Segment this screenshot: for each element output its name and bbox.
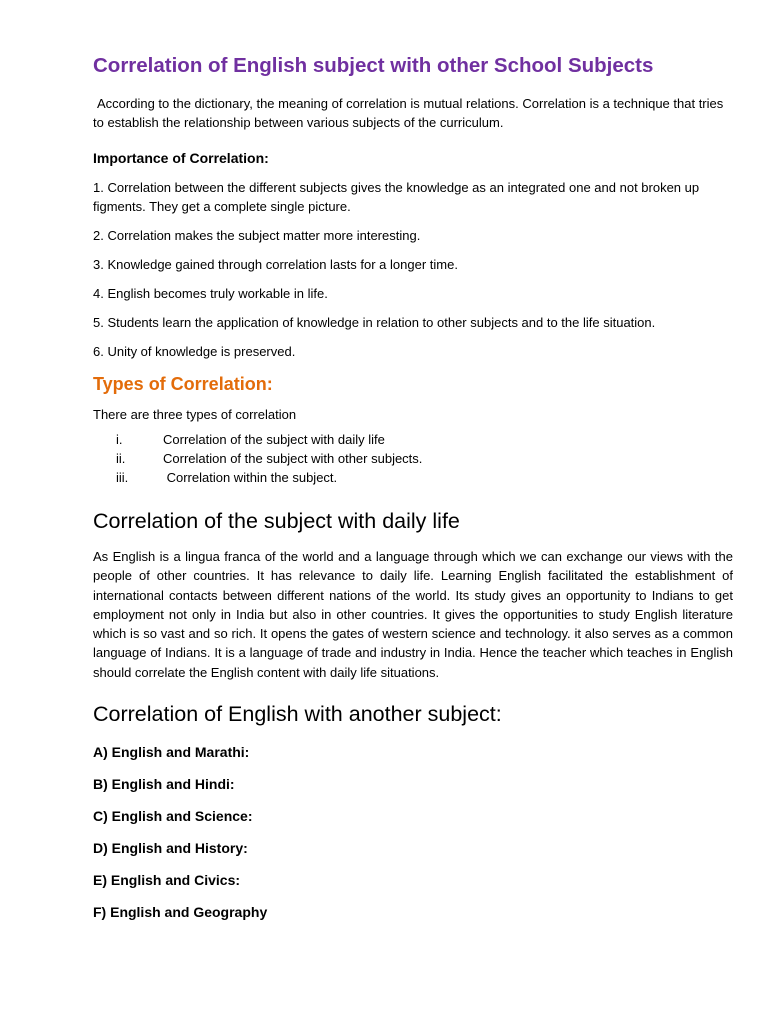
document-title: Correlation of English subject with other School Subjects xyxy=(93,54,654,77)
list-item-text: Correlation of the subject with other subjects. xyxy=(163,451,423,466)
subject-pair-item: E) English and Civics: xyxy=(93,872,241,889)
daily-life-heading: Correlation of the subject with daily life xyxy=(93,509,460,533)
list-item-text: Correlation within the subject. xyxy=(163,470,338,485)
list-number: ii. xyxy=(116,451,126,466)
subject-pair-item: D) English and History: xyxy=(93,840,248,857)
importance-item: 1. Correlation between the different subjects gives the knowledge as an integrated one and not broken up figments. They get a complete single picture. xyxy=(93,180,700,214)
types-intro: There are three types of correlation xyxy=(93,407,297,422)
daily-life-paragraph: As English is a lingua franca of the world and a language through which we can exchange our views with the people of other countries. It has relevance to daily life. Learning English facilitated the establishment of international contacts between different nations of the world. Its study gives an opportunity to Indians to get employment not only in India but also in other countries. It gives the opportunities to study English literature which is so vast and so rich. It opens the gates of western science and technology. it also serves as a common language of Indians. It is a language of trade and industry in India. Hence the teacher which teaches in English should correlate the English content with daily life situations. xyxy=(93,549,733,680)
subject-pair-item: A) English and Marathi: xyxy=(93,744,250,761)
types-list-item xyxy=(93,449,733,468)
importance-item: 4. English becomes truly workable in life. xyxy=(93,286,328,301)
types-list xyxy=(93,430,733,487)
subject-pair-item: B) English and Hindi: xyxy=(93,776,235,793)
importance-item: 5. Students learn the application of knowledge in relation to other subjects and to the life situation. xyxy=(93,315,656,330)
importance-item: 2. Correlation makes the subject matter more interesting. xyxy=(93,228,421,243)
types-list-item xyxy=(93,468,733,487)
importance-item: 3. Knowledge gained through correlation lasts for a longer time. xyxy=(93,257,458,272)
document-page xyxy=(93,52,733,934)
types-list-item xyxy=(93,430,733,449)
other-subject-heading: Correlation of English with another subject: xyxy=(93,702,502,727)
list-number: iii. xyxy=(116,470,129,485)
intro-paragraph: According to the dictionary, the meaning of correlation is mutual relations. Correlation is a technique that tries to establish the relationship between various subjects of the curriculum. xyxy=(93,96,724,130)
importance-heading: Importance of Correlation: xyxy=(93,150,269,166)
subject-pair-item: C) English and Science: xyxy=(93,808,253,825)
list-number: i. xyxy=(116,432,123,447)
list-item-text: Correlation of the subject with daily life xyxy=(163,432,385,447)
importance-item: 6. Unity of knowledge is preserved. xyxy=(93,344,296,359)
subject-pair-item: F) English and Geography xyxy=(93,904,268,921)
types-heading: Types of Correlation: xyxy=(93,374,273,394)
